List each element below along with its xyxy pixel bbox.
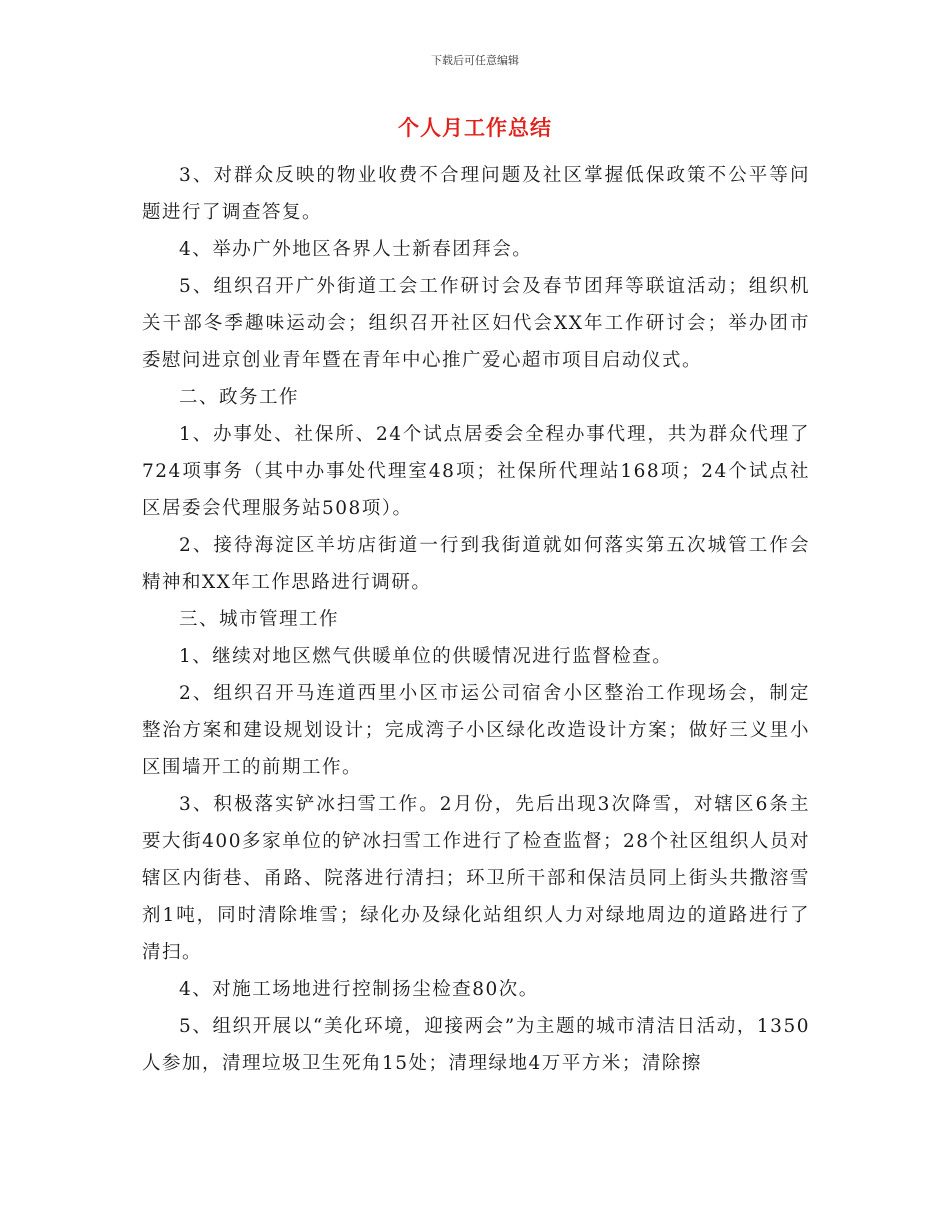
paragraph: 5、组织开展以“美化环境，迎接两会”为主题的城市清洁日活动，1350人参加，清理垃圾卫生死角15处；清理绿地4万平方米；清除擦: [142, 1016, 810, 1074]
paragraph: 2、接待海淀区羊坊店街道一行到我街道就如何落实第五次城管工作会精神和XX年工作思路进行调研。: [142, 535, 810, 593]
paragraph: 3、对群众反映的物业收费不合理问题及社区掌握低保政策不公平等问题进行了调查答复。: [142, 165, 810, 223]
section-heading: 二、政务工作: [179, 387, 300, 408]
paragraph: 1、继续对地区燃气供暖单位的供暖情况进行监督检查。: [179, 646, 673, 667]
paragraph: 4、对施工场地进行控制扬尘检查80次。: [179, 979, 539, 1000]
document-body: [142, 157, 810, 1082]
page-header-note: 下载后可任意编辑: [431, 54, 519, 67]
paragraph: 3、积极落实铲冰扫雪工作。2月份，先后出现3次降雪，对辖区6条主要大街400多家单位的铲冰扫雪工作进行了检查监督；28个社区组织人员对辖区内街巷、甬路、院落进行清扫；环卫所干部和保洁员同上街头共撒溶雪剂1吨，同时清除堆雪；绿化办及绿化站组织人力对绿地周边的道路进行了清扫。: [142, 794, 810, 963]
section-heading: 三、城市管理工作: [179, 609, 340, 630]
paragraph: 4、举办广外地区各界人士新春团拜会。: [179, 239, 533, 260]
paragraph: 5、组织召开广外街道工会工作研讨会及春节团拜等联谊活动；组织机关干部冬季趣味运动会；组织召开社区妇代会XX年工作研讨会；举办团市委慰问进京创业青年暨在青年中心推广爱心超市项目启动仪式。: [142, 276, 810, 371]
paragraph: 2、组织召开马连道西里小区市运公司宿舍小区整治工作现场会，制定整治方案和建设规划设计；完成湾子小区绿化改造设计方案；做好三义里小区围墙开工的前期工作。: [142, 683, 810, 778]
document-title: 个人月工作总结: [398, 116, 552, 140]
paragraph: 1、办事处、社保所、24个试点居委会全程办事代理，共为群众代理了724项事务（其中办事处代理室48项；社保所代理站168项；24个试点社区居委会代理服务站508项）。: [142, 424, 810, 519]
